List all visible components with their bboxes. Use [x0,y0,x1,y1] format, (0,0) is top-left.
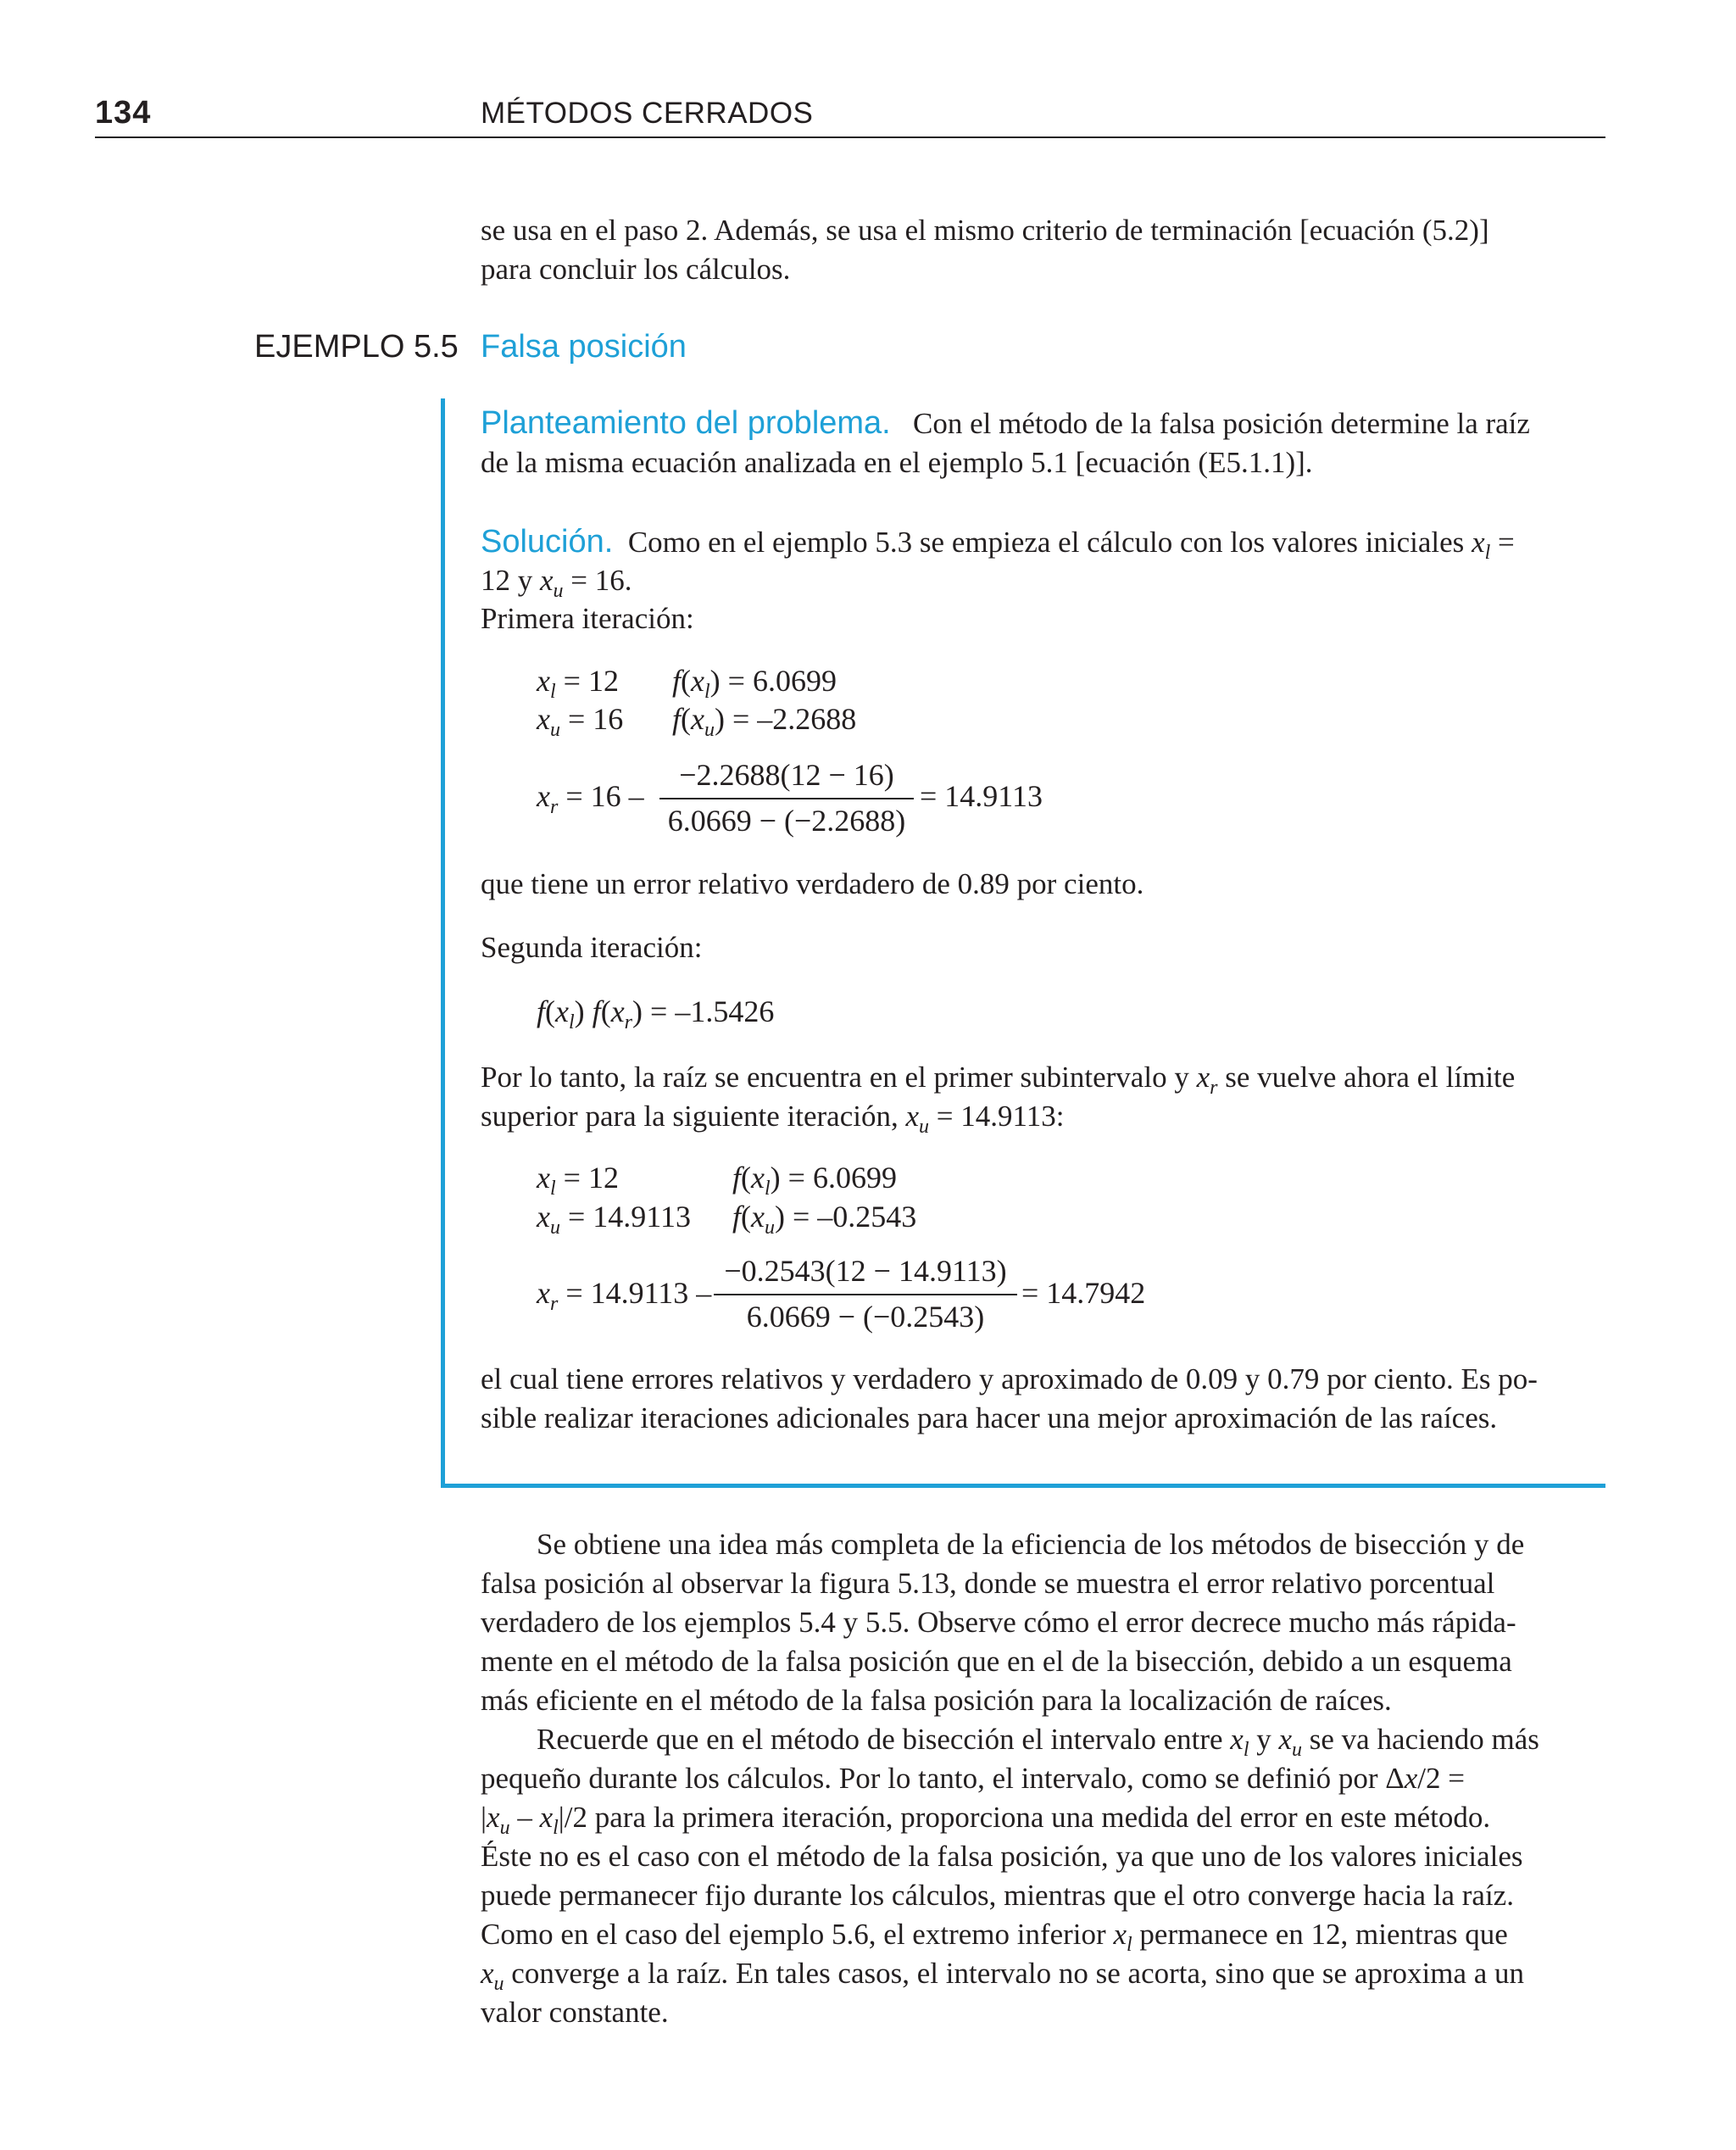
problem-heading: Planteamiento del problema. [481,405,891,441]
it1-xr-denominator: 6.0669 − (−2.2688) [667,804,906,838]
it1-xu: $x_u = 16$ [537,702,624,741]
running-head: MÉTODOS CERRADOS [481,97,814,130]
p1-line-5: más eficiente en el método de la falsa posición para la localización de raíces. [481,1684,1392,1717]
p2-line-4: Éste no es el caso con el método de la falsa posición, ya que uno de los valores iniciales [481,1840,1523,1873]
it1-xr-result: = 14.9113 [920,779,1043,813]
problem-statement-line-1 [481,404,1605,443]
intro-line-1: se usa en el paso 2. Además, se usa el mismo criterio de terminación [ecuación (5.2)] [481,214,1489,247]
example-title: Falsa posición [481,329,687,365]
it2-xl: $x_l = 12$ [537,1161,619,1200]
it2-xr-lhs: $x_r = 14.9113$ – [537,1276,712,1315]
it2-fraction-bar [714,1294,1017,1295]
it2-fxl: $f(x_l) = 6.0699$ [732,1161,897,1200]
header-rule [95,136,1605,138]
page-number: 134 [95,95,152,131]
it1-fraction-bar [659,798,914,799]
first-iteration-label: Primera iteración: [481,602,694,635]
it2-xr-result: = 14.7942 [1021,1276,1146,1310]
problem-text-1: Con el método de la falsa posición determine la raíz [913,407,1530,440]
example-label: EJEMPLO 5.5 [254,329,459,365]
p2-line-8: valor constante. [481,1996,669,2029]
solution-heading: Solución. [481,524,614,560]
example-left-bar [441,398,445,1488]
p2-line-2: pequeño durante los cálculos. Por lo tanto, el intervalo, como se definió por Δx/2 = [481,1762,1465,1795]
p1-line-1: Se obtiene una idea más completa de la eficiencia de los métodos de bisección y de [537,1528,1525,1561]
p1-line-3: verdadero de los ejemplos 5.4 y 5.5. Observe cómo el error decrece mucho más rápida- [481,1606,1516,1639]
p2-line-5: puede permanecer fijo durante los cálculos, mientras que el otro converge hacia la raíz. [481,1879,1514,1912]
it1-xr-numerator: −2.2688(12 − 16) [679,758,894,792]
solution-line-2: 12 y $x_u = 16$. [481,564,632,602]
second-iteration-label: Segunda iteración: [481,931,703,964]
closing-line-1: el cual tiene errores relativos y verdadero y aproximado de 0.09 y 0.79 por ciento. Es po- [481,1362,1538,1395]
solution-text-2a: 12 y [481,564,533,597]
product-eq: $f(x_l) f(x_r) = -1.5426$ [537,994,775,1033]
it2-fxu: $f(x_u) = -0.2543$ [732,1200,917,1239]
it1-fxl: $f(x_l) = 6.0699$ [672,664,837,703]
it2-xr-denominator: 6.0669 − (−0.2543) [746,1300,985,1334]
closing-line-2: sible realizar iteraciones adicionales para hacer una mejor aproximación de las raíces. [481,1401,1498,1434]
solution-line-1: Solución. Como en el ejemplo 5.3 se empieza el cálculo con los valores iniciales $x_l$ = [481,524,1515,564]
therefore-line-2: superior para la siguiente iteración, $x_u = 14.9113$: [481,1100,1065,1138]
it1-fxu: $f(x_u) = -2.2688$ [672,702,857,741]
it2-xr-fraction [714,1253,1017,1334]
problem-statement-line-2: de la misma ecuación analizada en el ejemplo 5.1 [ecuación (E5.1.1)]. [481,446,1313,479]
therefore-line-1: Por lo tanto, la raíz se encuentra en el primer subintervalo y $x_r$ se vuelve ahora el límite [481,1061,1516,1099]
it1-xr-fraction [659,757,914,838]
p1-line-2: falsa posición al observar la figura 5.13, donde se muestra el error relativo porcentual [481,1567,1495,1600]
it1-xl: $x_l = 12$ [537,664,619,703]
error-line: que tiene un error relativo verdadero de 0.89 por ciento. [481,867,1144,900]
p2-line-1: Recuerde que en el método de bisección el intervalo entre $x_l$ y $x_u$ se va haciendo más [537,1723,1539,1761]
example-bottom-rule [441,1484,1605,1488]
it2-xr-numerator: −0.2543(12 − 14.9113) [724,1254,1007,1288]
p2-line-6: Como en el caso del ejemplo 5.6, el extremo inferior $x_l$ permanece en 12, mientras que [481,1918,1508,1956]
p2-line-7: $x_u$ converge a la raíz. En tales casos, el intervalo no se acorta, sino que se aproxima a un [481,1957,1525,1995]
solution-text-1: Como en el ejemplo 5.3 se empieza el cálculo con los valores iniciales [627,526,1465,559]
p2-line-3: $|x_u - x_l|/2$ para la primera iteración, proporciona una medida del error en este método. [481,1801,1491,1839]
p1-line-4: mente en el método de la falsa posición que en el de la bisección, debido a un esquema [481,1645,1512,1678]
solution-text-2b: = 16. [570,564,632,597]
intro-line-2: para concluir los cálculos. [481,253,791,286]
it1-xr-lhs: $x_r = 16$ – [537,779,644,818]
it2-xu: $x_u = 14.9113$ [537,1200,691,1239]
